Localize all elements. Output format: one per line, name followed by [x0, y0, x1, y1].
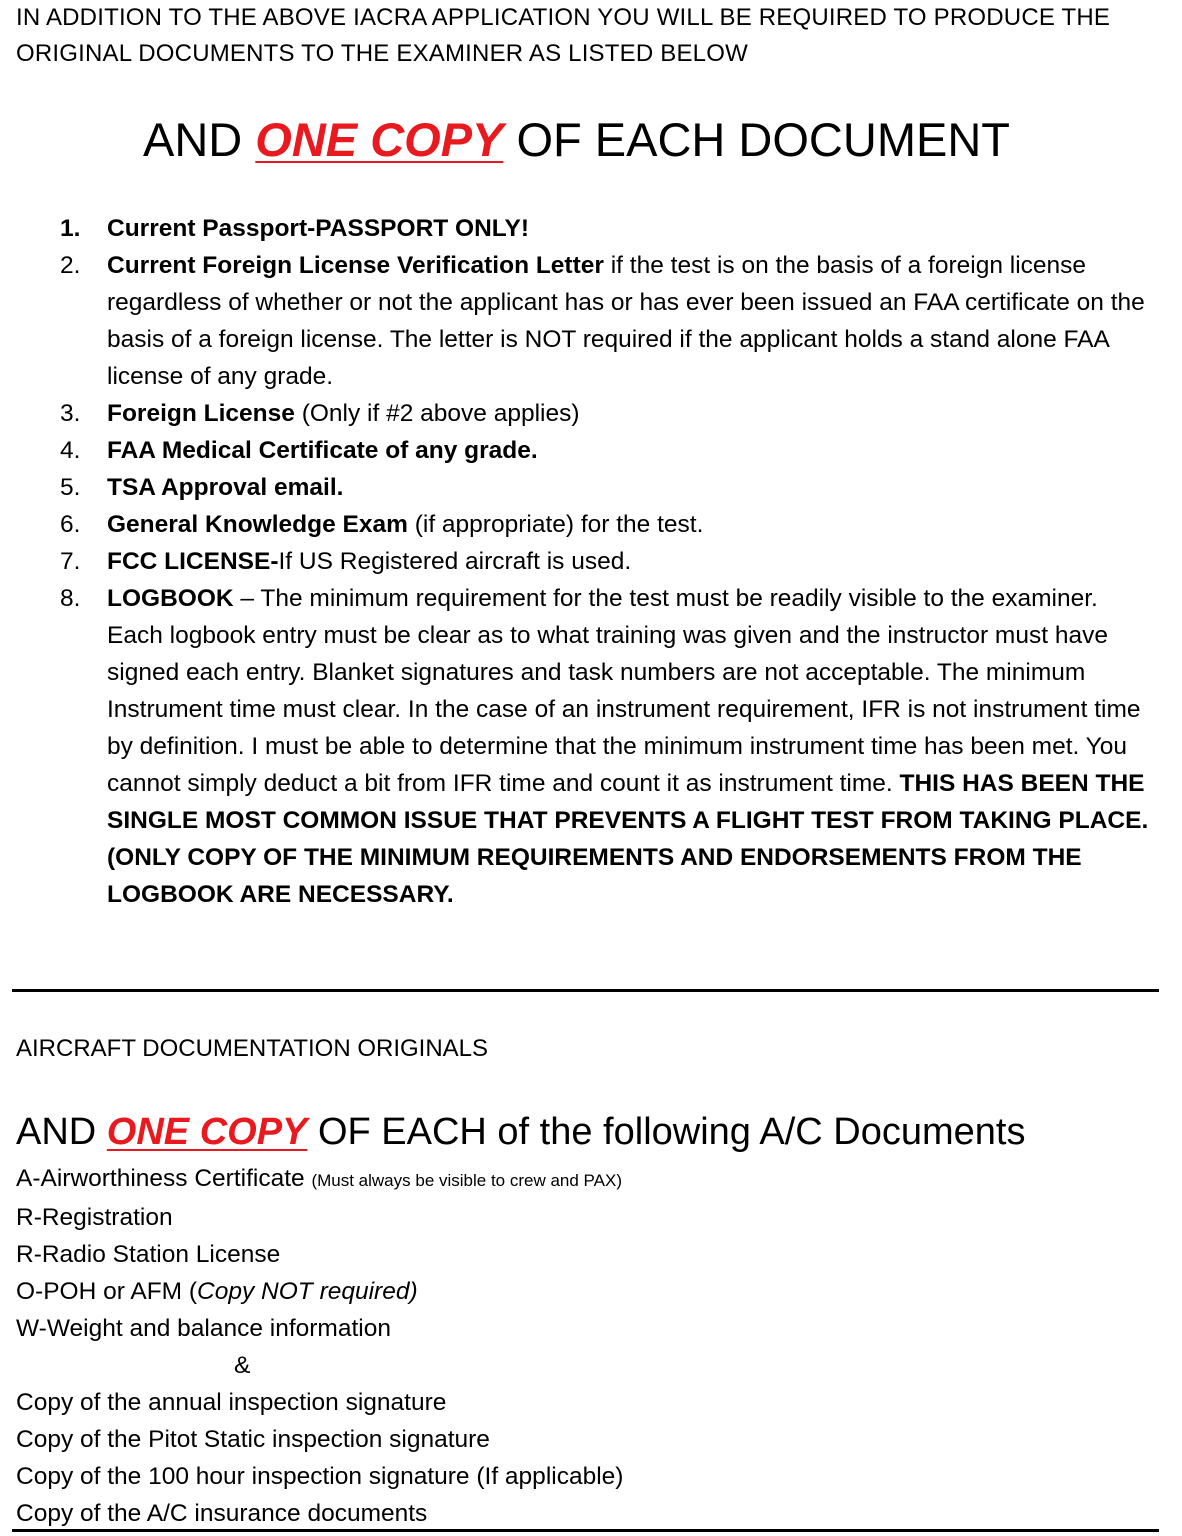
heading-accent: ONE COPY [255, 113, 504, 166]
item-bold-text: FCC LICENSE- [107, 548, 279, 575]
aircraft-heading-suffix: OF EACH of the following A/C Documents [307, 1111, 1026, 1153]
list-number: 2. [60, 252, 81, 279]
list-item: Copy of the 100 hour inspection signature (If applicable) [16, 1463, 624, 1490]
airworthiness-note: (Must always be visible to crew and PAX) [311, 1171, 622, 1190]
aircraft-documents-list [16, 1160, 1166, 1532]
item-bold-text: FAA Medical Certificate of any grade. [107, 437, 538, 464]
list-item [40, 506, 1150, 543]
list-item: Copy of the annual inspection signature [16, 1389, 447, 1416]
bottom-divider [12, 1529, 1159, 1532]
list-item: Copy of the Pitot Static inspection signature [16, 1426, 490, 1453]
list-item [40, 432, 1150, 469]
ampersand-separator: & [234, 1352, 251, 1379]
list-number: 7. [60, 548, 81, 575]
airworthiness-text: A-Airworthiness Certificate [16, 1165, 305, 1192]
aircraft-section-title: AIRCRAFT DOCUMENTATION ORIGINALS [16, 1035, 489, 1062]
requirements-list [40, 210, 1150, 913]
list-number: 6. [60, 511, 81, 538]
item-text: If US Registered aircraft is used. [278, 548, 632, 575]
item-bold-text: Current Foreign License Verification Letter [107, 252, 604, 279]
poh-italic-note: Copy NOT required) [197, 1278, 418, 1305]
list-item [40, 210, 1150, 247]
page-heading [143, 110, 1010, 170]
aircraft-heading-prefix: AND [16, 1111, 107, 1153]
list-item [40, 469, 1150, 506]
item-bold-text: General Knowledge Exam [107, 511, 408, 538]
list-item [40, 395, 1150, 432]
list-item [16, 1160, 1166, 1199]
intro-line-2: ORIGINAL DOCUMENTS TO THE EXAMINER AS LISTED BELOW [16, 40, 748, 67]
item-text: (if appropriate) for the test. [407, 511, 704, 538]
list-number: 4. [60, 437, 81, 464]
list-number: 3. [60, 400, 81, 427]
list-number: 8. [60, 585, 81, 612]
list-item [40, 543, 1150, 580]
item-bold-tail: THIS HAS BEEN THE SINGLE MOST COMMON ISSUE THAT PREVENTS A FLIGHT TEST FROM TAKING PLACE. (ONLY COPY OF THE MINIMUM REQUIREMENTS AND ENDORSEMENTS FROM THE LOGBOOK ARE NECESSARY. [107, 770, 1149, 908]
intro-paragraph [16, 0, 1166, 72]
item-bold-text: Current Passport-PASSPORT ONLY! [107, 215, 530, 242]
section-divider [12, 989, 1159, 992]
list-item [40, 247, 1150, 395]
list-item: W-Weight and balance information [16, 1315, 391, 1342]
list-number: 1. [60, 215, 81, 242]
heading-suffix: OF EACH DOCUMENT [503, 113, 1010, 166]
list-item: Copy of the A/C insurance documents [16, 1500, 428, 1527]
item-bold-text: Foreign License [107, 400, 295, 427]
list-number: 5. [60, 474, 81, 501]
item-text: – The minimum requirement for the test must be readily visible to the examiner. Each logbook entry must be clear as to what training was given and the instructor must have signed each entry. Blanket signatures and task numbers are not acceptable. The minimum Instrument time must clear. In the case of an instrument requirement, IFR is not instrument time by definition. I must be able to determine that the minimum instrument time has been met. You cannot simply deduct a bit from IFR time and count it as instrument time. [107, 585, 1141, 797]
item-bold-text: TSA Approval email. [107, 474, 344, 501]
item-bold-text: LOGBOOK [107, 585, 234, 612]
aircraft-heading-accent: ONE COPY [106, 1111, 308, 1153]
list-item: R-Registration [16, 1204, 173, 1231]
poh-text: O-POH or AFM ( [16, 1278, 198, 1305]
item-text: if the test is on the basis of a foreign license regardless of whether or not the applicant has or has ever been issued an FAA certificate on the basis of a foreign license. The letter is NOT required if the applicant holds a stand alone FAA license of any grade. [107, 252, 1145, 390]
aircraft-heading [16, 1108, 1025, 1156]
list-item [16, 1273, 1166, 1310]
list-item [40, 580, 1150, 913]
intro-line-1: IN ADDITION TO THE ABOVE IACRA APPLICATION YOU WILL BE REQUIRED TO PRODUCE THE [16, 4, 1111, 31]
item-text: (Only if #2 above applies) [294, 400, 580, 427]
heading-prefix: AND [143, 113, 256, 166]
list-item: R-Radio Station License [16, 1241, 281, 1268]
